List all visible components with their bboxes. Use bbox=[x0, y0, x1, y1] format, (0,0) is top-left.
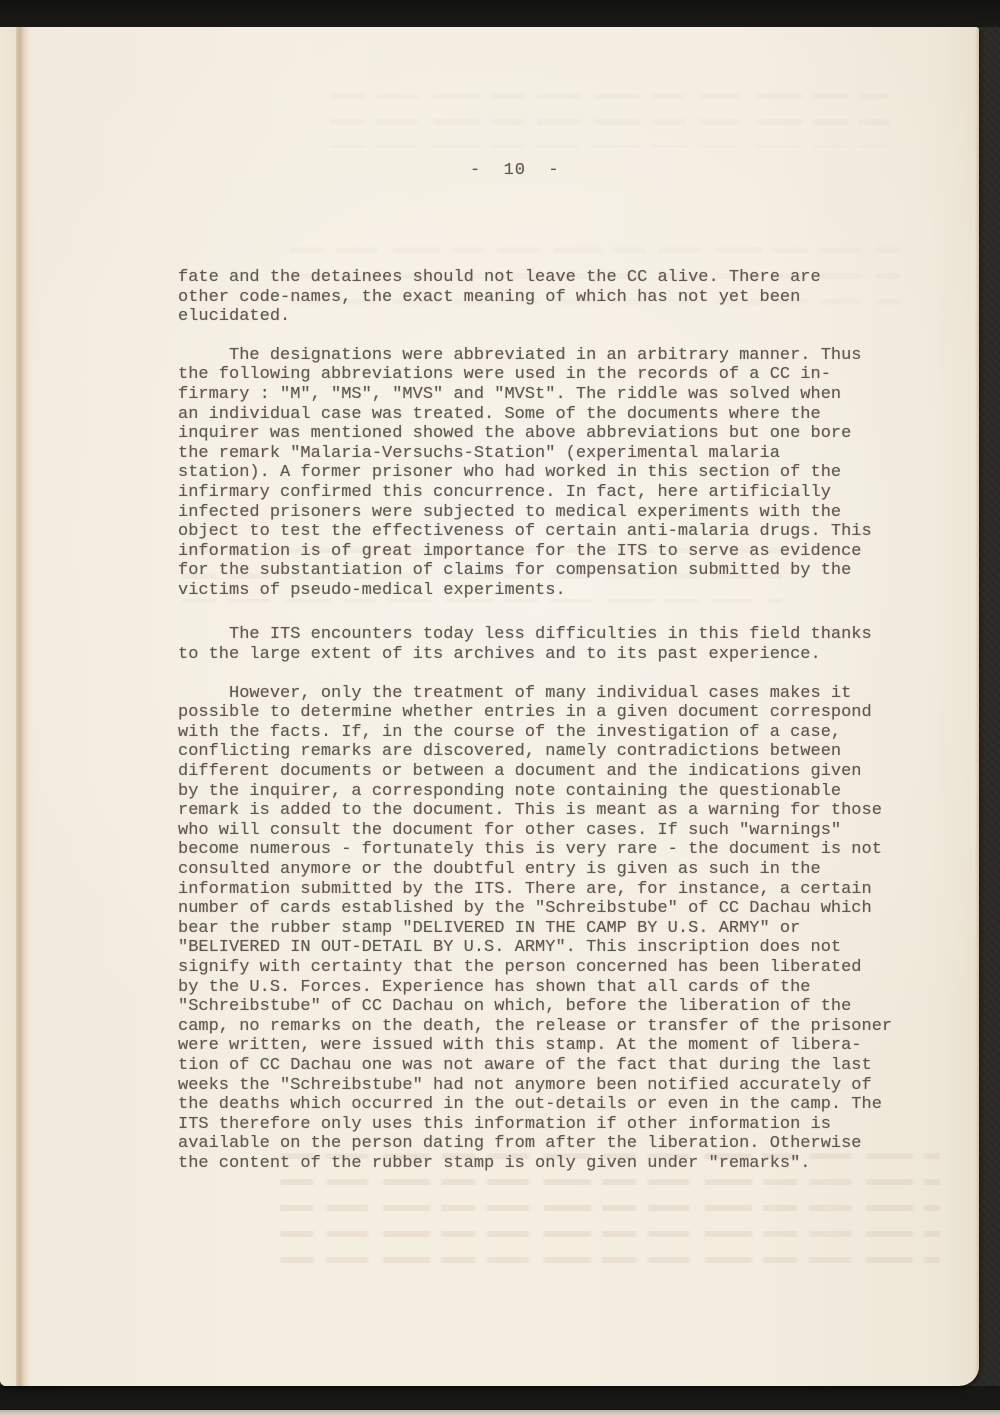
paragraph bbox=[178, 268, 948, 327]
text-line: an individual case was treated. Some of the documents where the bbox=[178, 404, 821, 424]
scan-bottom-shadow-band bbox=[0, 1386, 1000, 1410]
text-line: infected prisoners were subjected to medical experiments with the bbox=[178, 502, 842, 522]
page-number: - 10 - bbox=[470, 161, 560, 181]
document-text-body bbox=[178, 268, 948, 1174]
text-line: weeks the "Schreibstube" had not anymore been notified accurately of bbox=[178, 1075, 872, 1095]
text-line: bear the rubber stamp "DELIVERED IN THE CAMP BY U.S. ARMY" or bbox=[178, 918, 801, 938]
text-line: the content of the rubber stamp is only given under "remarks". bbox=[178, 1153, 811, 1173]
text-line: conflicting remarks are discovered, namely contradictions between bbox=[178, 742, 842, 762]
text-line: information submitted by the ITS. There are, for instance, a certain bbox=[178, 879, 872, 899]
scanner-bed-strip bbox=[0, 1410, 1000, 1415]
paragraph bbox=[178, 684, 948, 1174]
text-line: were written, were issued with this stamp. At the moment of libera- bbox=[178, 1036, 862, 1056]
text-line: remark is added to the document. This is meant as a warning for those bbox=[178, 801, 882, 821]
text-line: The designations were abbreviated in an arbitrary manner. Thus bbox=[178, 345, 862, 365]
text-line: possible to determine whether entries in a given document correspond bbox=[178, 703, 872, 723]
text-line: information is of great importance for the ITS to serve as evidence bbox=[178, 541, 862, 561]
text-line: other code-names, the exact meaning of which has not yet been bbox=[178, 287, 801, 307]
text-line: ITS therefore only uses this information if other information is bbox=[178, 1114, 831, 1134]
text-line: firmary : "M", "MS", "MVS" and "MVSt". The riddle was solved when bbox=[178, 384, 842, 404]
text-line: different documents or between a document and the indications given bbox=[178, 762, 862, 782]
text-line: camp, no remarks on the death, the release or transfer of the prisoner bbox=[178, 1016, 893, 1036]
page-gutter-crease bbox=[16, 27, 30, 1386]
text-line: with the facts. If, in the course of the investigation of a case, bbox=[178, 722, 842, 742]
text-line: the deaths which occurred in the out-details or even in the camp. The bbox=[178, 1095, 882, 1115]
text-line: The ITS encounters today less difficulties in this field thanks bbox=[178, 625, 872, 645]
text-line: "BELIVERED IN OUT-DETAIL BY U.S. ARMY". This inscription does not bbox=[178, 938, 842, 958]
underlying-page-edge bbox=[0, 27, 16, 1386]
scan-top-shadow-band bbox=[0, 0, 1000, 27]
text-line: who will consult the document for other cases. If such "warnings" bbox=[178, 820, 842, 840]
text-line: become numerous - fortunately this is very rare - the document is not bbox=[178, 840, 882, 860]
text-line: by the U.S. Forces. Experience has shown that all cards of the bbox=[178, 977, 811, 997]
paragraph bbox=[178, 625, 948, 664]
text-line: station). A former prisoner who had worked in this section of the bbox=[178, 463, 842, 483]
text-line: infirmary confirmed this concurrence. In fact, here artificially bbox=[178, 482, 831, 502]
text-line: However, only the treatment of many individual cases makes it bbox=[178, 683, 852, 703]
text-line: to the large extent of its archives and to its past experience. bbox=[178, 645, 821, 665]
text-line: the remark "Malaria-Versuchs-Station" (experimental malaria bbox=[178, 443, 780, 463]
document-page bbox=[0, 27, 979, 1386]
text-line: elucidated. bbox=[178, 307, 291, 327]
text-line: the following abbreviations were used in the records of a CC in- bbox=[178, 365, 831, 385]
text-line: object to test the effectiveness of certain anti-malaria drugs. This bbox=[178, 522, 872, 542]
text-line: "Schreibstube" of CC Dachau on which, before the liberation of the bbox=[178, 997, 852, 1017]
paragraph bbox=[178, 346, 948, 601]
text-line: tion of CC Dachau one was not aware of the fact that during the last bbox=[178, 1055, 872, 1075]
text-line: victims of pseudo-medical experiments. bbox=[178, 580, 566, 600]
page-right-edge bbox=[975, 27, 979, 1386]
text-line: inquirer was mentioned showed the above abbreviations but one bore bbox=[178, 424, 852, 444]
text-line: signify with certainty that the person concerned has been liberated bbox=[178, 957, 862, 977]
text-line: consulted anymore or the doubtful entry is given as such in the bbox=[178, 860, 821, 879]
text-line: by the inquirer, a corresponding note containing the questionable bbox=[178, 781, 842, 801]
text-line: fate and the detainees should not leave the CC alive. There are bbox=[178, 267, 821, 287]
document-text bbox=[178, 122, 948, 1232]
text-line: number of cards established by the "Schreibstube" of CC Dachau which bbox=[178, 899, 872, 919]
text-line: available on the person dating from after the liberation. Otherwise bbox=[178, 1134, 862, 1154]
text-line: for the substantiation of claims for compensation submitted by the bbox=[178, 561, 852, 581]
